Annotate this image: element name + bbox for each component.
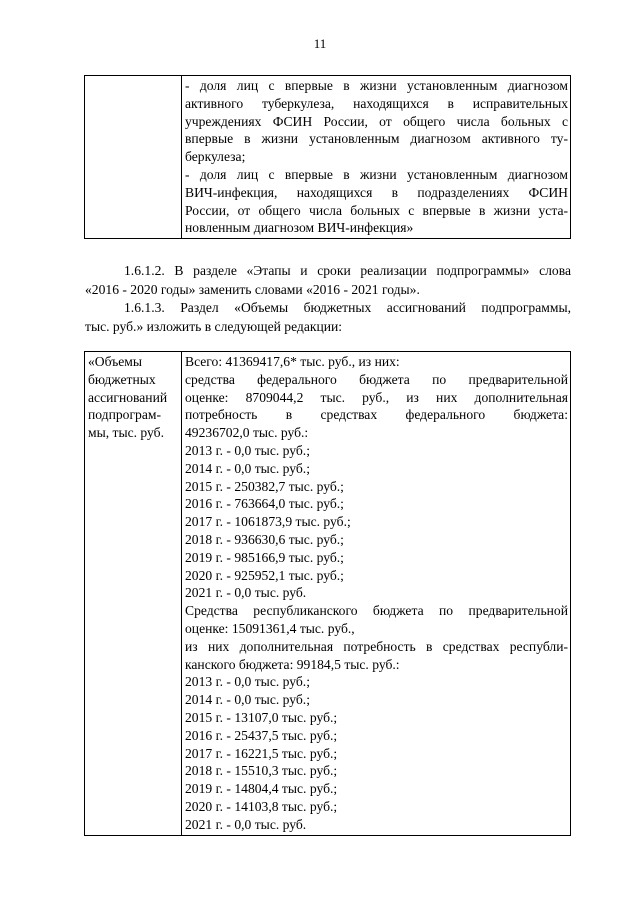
budget-label-cell <box>85 352 182 836</box>
budget-line: 2020 г. - 14103,8 тыс. руб.; <box>185 798 338 814</box>
indicators-label-cell <box>85 76 182 239</box>
budget-line: 2013 г. - 0,0 тыс. руб.; <box>185 442 310 458</box>
indicators-table <box>84 75 571 239</box>
budget-label-line: ассигнований <box>88 389 168 405</box>
budget-line: 2021 г. - 0,0 тыс. руб. <box>185 816 307 832</box>
budget-label-line: мы, тыс. руб. <box>88 425 164 441</box>
budget-label-line: бюджетных <box>88 371 156 387</box>
indicator-line: ВИЧ-инфекция, находящихся в подразделениях ФСИН <box>185 184 568 200</box>
budget-line: 2017 г. - 1061873,9 тыс. руб.; <box>185 514 351 530</box>
budget-line: 2020 г. - 925952,1 тыс. руб.; <box>185 567 344 583</box>
budget-label-line: подпрограм- <box>88 407 161 423</box>
budget-line: 2019 г. - 14804,4 тыс. руб.; <box>185 781 338 797</box>
budget-line: 2021 г. - 0,0 тыс. руб. <box>185 585 307 601</box>
indicator-line: беркулеза; <box>185 149 246 165</box>
indicator-line: впервые в жизни установленным диагнозом активного ту- <box>185 131 568 147</box>
paragraph-1-6-1-2 <box>85 262 571 299</box>
budget-line: 2015 г. - 250382,7 тыс. руб.; <box>185 478 344 494</box>
budget-line: 2016 г. - 25437,5 тыс. руб.; <box>185 727 338 743</box>
budget-line: Средства республиканского бюджета по предварительной <box>185 603 568 619</box>
budget-table <box>84 351 571 836</box>
budget-content-cell <box>182 352 571 836</box>
budget-line: 2014 г. - 0,0 тыс. руб.; <box>185 692 310 708</box>
budget-line: 2014 г. - 0,0 тыс. руб.; <box>185 460 310 476</box>
indicator-line: учреждениях ФСИН России, от общего числа больных с <box>185 113 568 129</box>
paragraph-line: тыс. руб.» изложить в следующей редакции: <box>85 318 343 334</box>
page-number: 11 <box>313 36 327 51</box>
budget-line: оценке: 8709044,2 тыс. руб., из них дополнительная <box>185 389 568 405</box>
budget-line: оценке: 15091361,4 тыс. руб., <box>185 620 355 636</box>
budget-line: средства федерального бюджета по предварительной <box>185 371 568 387</box>
budget-line: 2018 г. - 15510,3 тыс. руб.; <box>185 763 338 779</box>
budget-line: 2019 г. - 985166,9 тыс. руб.; <box>185 549 344 565</box>
paragraph-1-6-1-3 <box>85 299 571 336</box>
paragraph-line: 1.6.1.2. В разделе «Этапы и сроки реализации подпрограммы» слова <box>124 263 571 278</box>
budget-line: Всего: 41369417,6* тыс. руб., из них: <box>185 354 400 369</box>
budget-line: 2015 г. - 13107,0 тыс. руб.; <box>185 709 338 725</box>
budget-line: 2018 г. - 936630,6 тыс. руб.; <box>185 531 344 547</box>
budget-line: 2013 г. - 0,0 тыс. руб.; <box>185 674 310 690</box>
budget-line: канского бюджета: 99184,5 тыс. руб.: <box>185 656 400 672</box>
indicators-content-cell <box>182 76 571 239</box>
budget-line: потребность в средствах федерального бюджета: <box>185 407 568 423</box>
budget-line: 2016 г. - 763664,0 тыс. руб.; <box>185 496 344 512</box>
budget-line: из них дополнительная потребность в средствах республи- <box>185 638 568 654</box>
paragraph-line: 1.6.1.3. Раздел «Объемы бюджетных ассигнований подпрограммы, <box>124 300 571 315</box>
indicator-line: России, от общего числа больных с впервые в жизни уста- <box>185 202 568 218</box>
budget-label-line: «Объемы <box>88 354 142 369</box>
budget-line: 2017 г. - 16221,5 тыс. руб.; <box>185 745 338 761</box>
indicator-line: - доля лиц с впервые в жизни установленным диагнозом <box>185 78 568 93</box>
paragraph-line: «2016 - 2020 годы» заменить словами «2016 - 2021 годы». <box>85 281 420 297</box>
indicator-line: новленным диагнозом ВИЧ-инфекция» <box>185 220 414 236</box>
budget-line: 49236702,0 тыс. руб.: <box>185 425 309 441</box>
indicator-line: - доля лиц с впервые в жизни установленным диагнозом <box>185 166 568 182</box>
indicator-line: активного туберкулеза, находящихся в исправительных <box>185 95 568 111</box>
